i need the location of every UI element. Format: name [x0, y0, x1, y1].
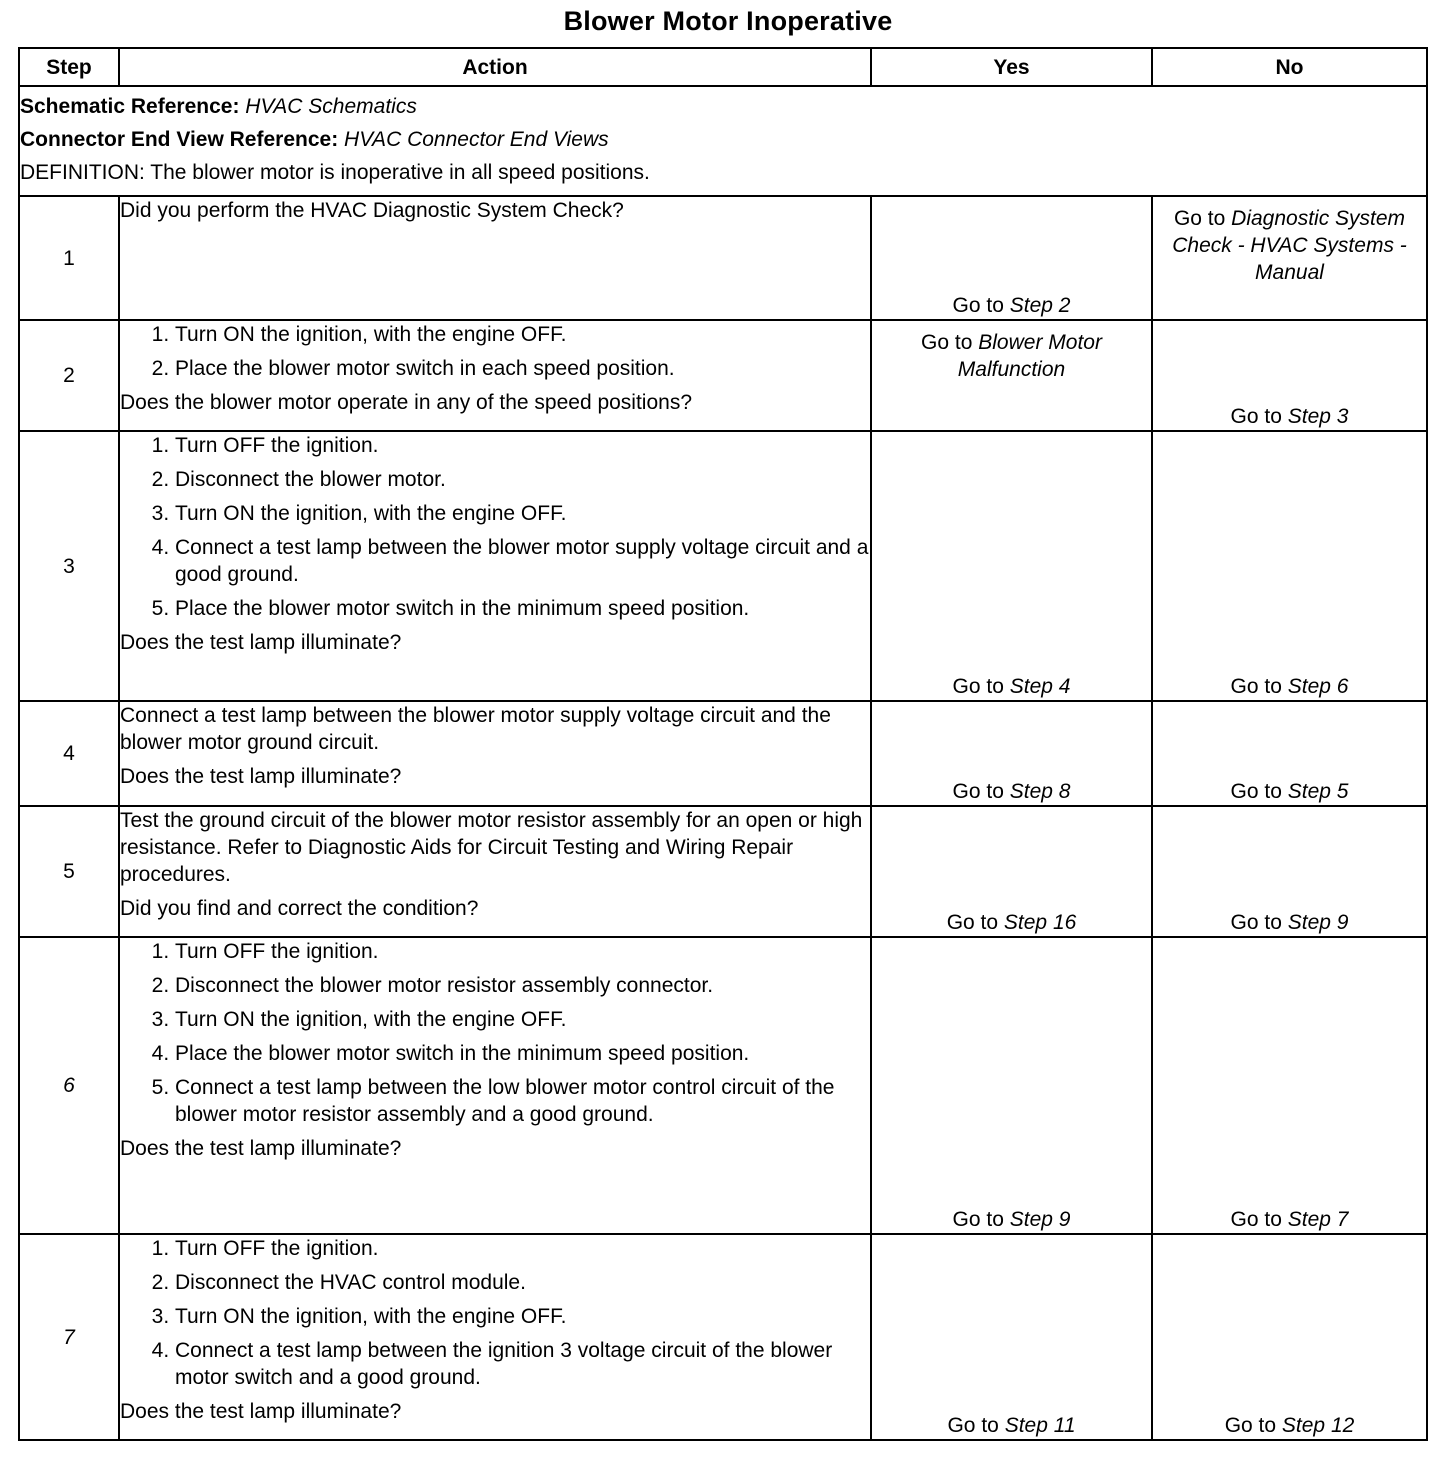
- goto-text: Go to: [1230, 911, 1282, 934]
- step-number: 1: [19, 196, 119, 320]
- goto-text: Go to: [1230, 405, 1282, 428]
- header-action: Action: [119, 48, 871, 86]
- goto-text: Go to: [952, 675, 1004, 698]
- table-row: [19, 1234, 1427, 1440]
- reference-cell: [19, 86, 1427, 196]
- table-row: [19, 196, 1427, 320]
- no-target: Step 9: [1287, 911, 1349, 934]
- step-number: 5: [19, 806, 119, 937]
- no-cell: [1152, 320, 1427, 431]
- connector-reference-label: Connector End View Reference:: [20, 127, 339, 151]
- step-number: 3: [19, 431, 119, 701]
- yes-target: Step 2: [1009, 294, 1071, 317]
- goto-text: Go to: [952, 780, 1004, 803]
- header-yes: Yes: [871, 48, 1152, 86]
- list-item: 5. Place the blower motor switch in the minimum speed position.: [175, 595, 870, 622]
- schematic-reference: [20, 93, 1426, 120]
- no-target: Step 7: [1287, 1208, 1349, 1231]
- list-item: 1. Turn OFF the ignition.: [175, 1235, 870, 1262]
- schematic-reference-value: HVAC Schematics: [245, 94, 417, 118]
- goto-text: Go to: [1230, 780, 1282, 803]
- no-cell: [1152, 806, 1427, 937]
- action-cell: [119, 1234, 871, 1440]
- action-list: [120, 1235, 870, 1391]
- list-item: 2. Disconnect the blower motor resistor assembly connector.: [175, 972, 870, 999]
- action-cell: [119, 937, 871, 1234]
- goto-text: Go to: [1224, 1414, 1277, 1437]
- action-list: [120, 432, 870, 622]
- yes-target: Step 8: [1009, 780, 1071, 803]
- list-item: 2. Place the blower motor switch in each speed position.: [175, 355, 870, 382]
- action-text: Did you perform the HVAC Diagnostic System Check?: [120, 199, 624, 222]
- page-title: Blower Motor Inoperative: [563, 6, 893, 36]
- list-item: 4. Place the blower motor switch in the minimum speed position.: [175, 1040, 870, 1067]
- yes-cell: [871, 431, 1152, 701]
- no-target: Step 12: [1281, 1414, 1355, 1437]
- goto-text: Go to: [1230, 675, 1282, 698]
- table-row: [19, 806, 1427, 937]
- connector-reference: [20, 126, 1426, 153]
- no-target: Step 3: [1287, 405, 1349, 428]
- goto-text: Go to: [947, 1414, 999, 1437]
- yes-target: Blower Motor Malfunction: [957, 331, 1102, 381]
- action-cell: [119, 806, 871, 937]
- question-text: Did you find and correct the condition?: [120, 897, 479, 920]
- step-number: 6: [19, 937, 119, 1234]
- question-text: Does the blower motor operate in any of the speed positions?: [120, 391, 693, 414]
- yes-target: Step 4: [1009, 675, 1071, 698]
- header-step: Step: [19, 48, 119, 86]
- list-item: 3. Turn ON the ignition, with the engine OFF.: [175, 1006, 870, 1033]
- header-no: No: [1152, 48, 1427, 86]
- table-row: [19, 431, 1427, 701]
- action-cell: [119, 701, 871, 806]
- yes-target: Step 16: [1003, 911, 1077, 934]
- action-cell: [119, 196, 871, 320]
- list-item: 1. Turn OFF the ignition.: [175, 938, 870, 965]
- action-cell: [119, 320, 871, 431]
- no-cell: [1152, 196, 1427, 320]
- no-target: Step 5: [1287, 780, 1349, 803]
- no-cell: [1152, 937, 1427, 1234]
- no-cell: [1152, 701, 1427, 806]
- list-item: 5. Connect a test lamp between the low blower motor control circuit of the blower motor resistor assembly and a good ground.: [175, 1074, 870, 1128]
- list-item: 4. Connect a test lamp between the blower motor supply voltage circuit and a good ground.: [175, 534, 870, 588]
- list-item: 4. Connect a test lamp between the ignition 3 voltage circuit of the blower motor switch and a good ground.: [175, 1337, 870, 1391]
- question-text: Does the test lamp illuminate?: [120, 765, 402, 788]
- connector-reference-value: HVAC Connector End Views: [344, 127, 609, 151]
- action-text: Connect a test lamp between the blower motor supply voltage circuit and the blower motor ground circuit.: [120, 704, 831, 754]
- diagnostic-table: [18, 47, 1428, 1441]
- yes-cell: [871, 937, 1152, 1234]
- yes-cell: [871, 1234, 1152, 1440]
- yes-cell: [871, 701, 1152, 806]
- yes-target: Step 9: [1009, 1208, 1071, 1231]
- question-text: Does the test lamp illuminate?: [120, 631, 402, 654]
- goto-text: Go to: [1230, 1208, 1282, 1231]
- step-number: 4: [19, 701, 119, 806]
- list-item: 3. Turn ON the ignition, with the engine OFF.: [175, 1303, 870, 1330]
- action-list: [120, 938, 870, 1128]
- goto-text: Go to: [952, 294, 1004, 317]
- reference-row: [19, 86, 1427, 196]
- schematic-reference-label: Schematic Reference:: [20, 94, 240, 118]
- list-item: 1. Turn OFF the ignition.: [175, 432, 870, 459]
- action-list: [120, 321, 870, 382]
- action-cell: [119, 431, 871, 701]
- no-cell: [1152, 431, 1427, 701]
- question-text: Does the test lamp illuminate?: [120, 1400, 402, 1423]
- goto-text: Go to: [946, 911, 999, 934]
- question-text: Does the test lamp illuminate?: [120, 1137, 402, 1160]
- step-number: 7: [19, 1234, 119, 1440]
- yes-target: Step 11: [1004, 1414, 1076, 1437]
- list-item: 2. Disconnect the HVAC control module.: [175, 1269, 870, 1296]
- table-row: [19, 701, 1427, 806]
- yes-cell: [871, 806, 1152, 937]
- yes-cell: [871, 320, 1152, 431]
- definition: DEFINITION: The blower motor is inoperative in all speed positions.: [20, 160, 650, 184]
- goto-text: Go to: [921, 331, 973, 354]
- table-row: [19, 937, 1427, 1234]
- no-cell: [1152, 1234, 1427, 1440]
- list-item: 1. Turn ON the ignition, with the engine OFF.: [175, 321, 870, 348]
- list-item: 2. Disconnect the blower motor.: [175, 466, 870, 493]
- action-text: Test the ground circuit of the blower motor resistor assembly for an open or high resistance. Refer to Diagnostic Aids for Circuit Testing and Wiring Repair procedures.: [120, 809, 863, 886]
- goto-text: Go to: [952, 1208, 1004, 1231]
- yes-cell: [871, 196, 1152, 320]
- no-target: Diagnostic System Check - HVAC Systems - Manual: [1172, 207, 1407, 284]
- list-item: 3. Turn ON the ignition, with the engine OFF.: [175, 500, 870, 527]
- header-row: [19, 48, 1427, 86]
- no-target: Step 6: [1287, 675, 1349, 698]
- goto-text: Go to: [1173, 207, 1226, 230]
- step-number: 2: [19, 320, 119, 431]
- table-row: [19, 320, 1427, 431]
